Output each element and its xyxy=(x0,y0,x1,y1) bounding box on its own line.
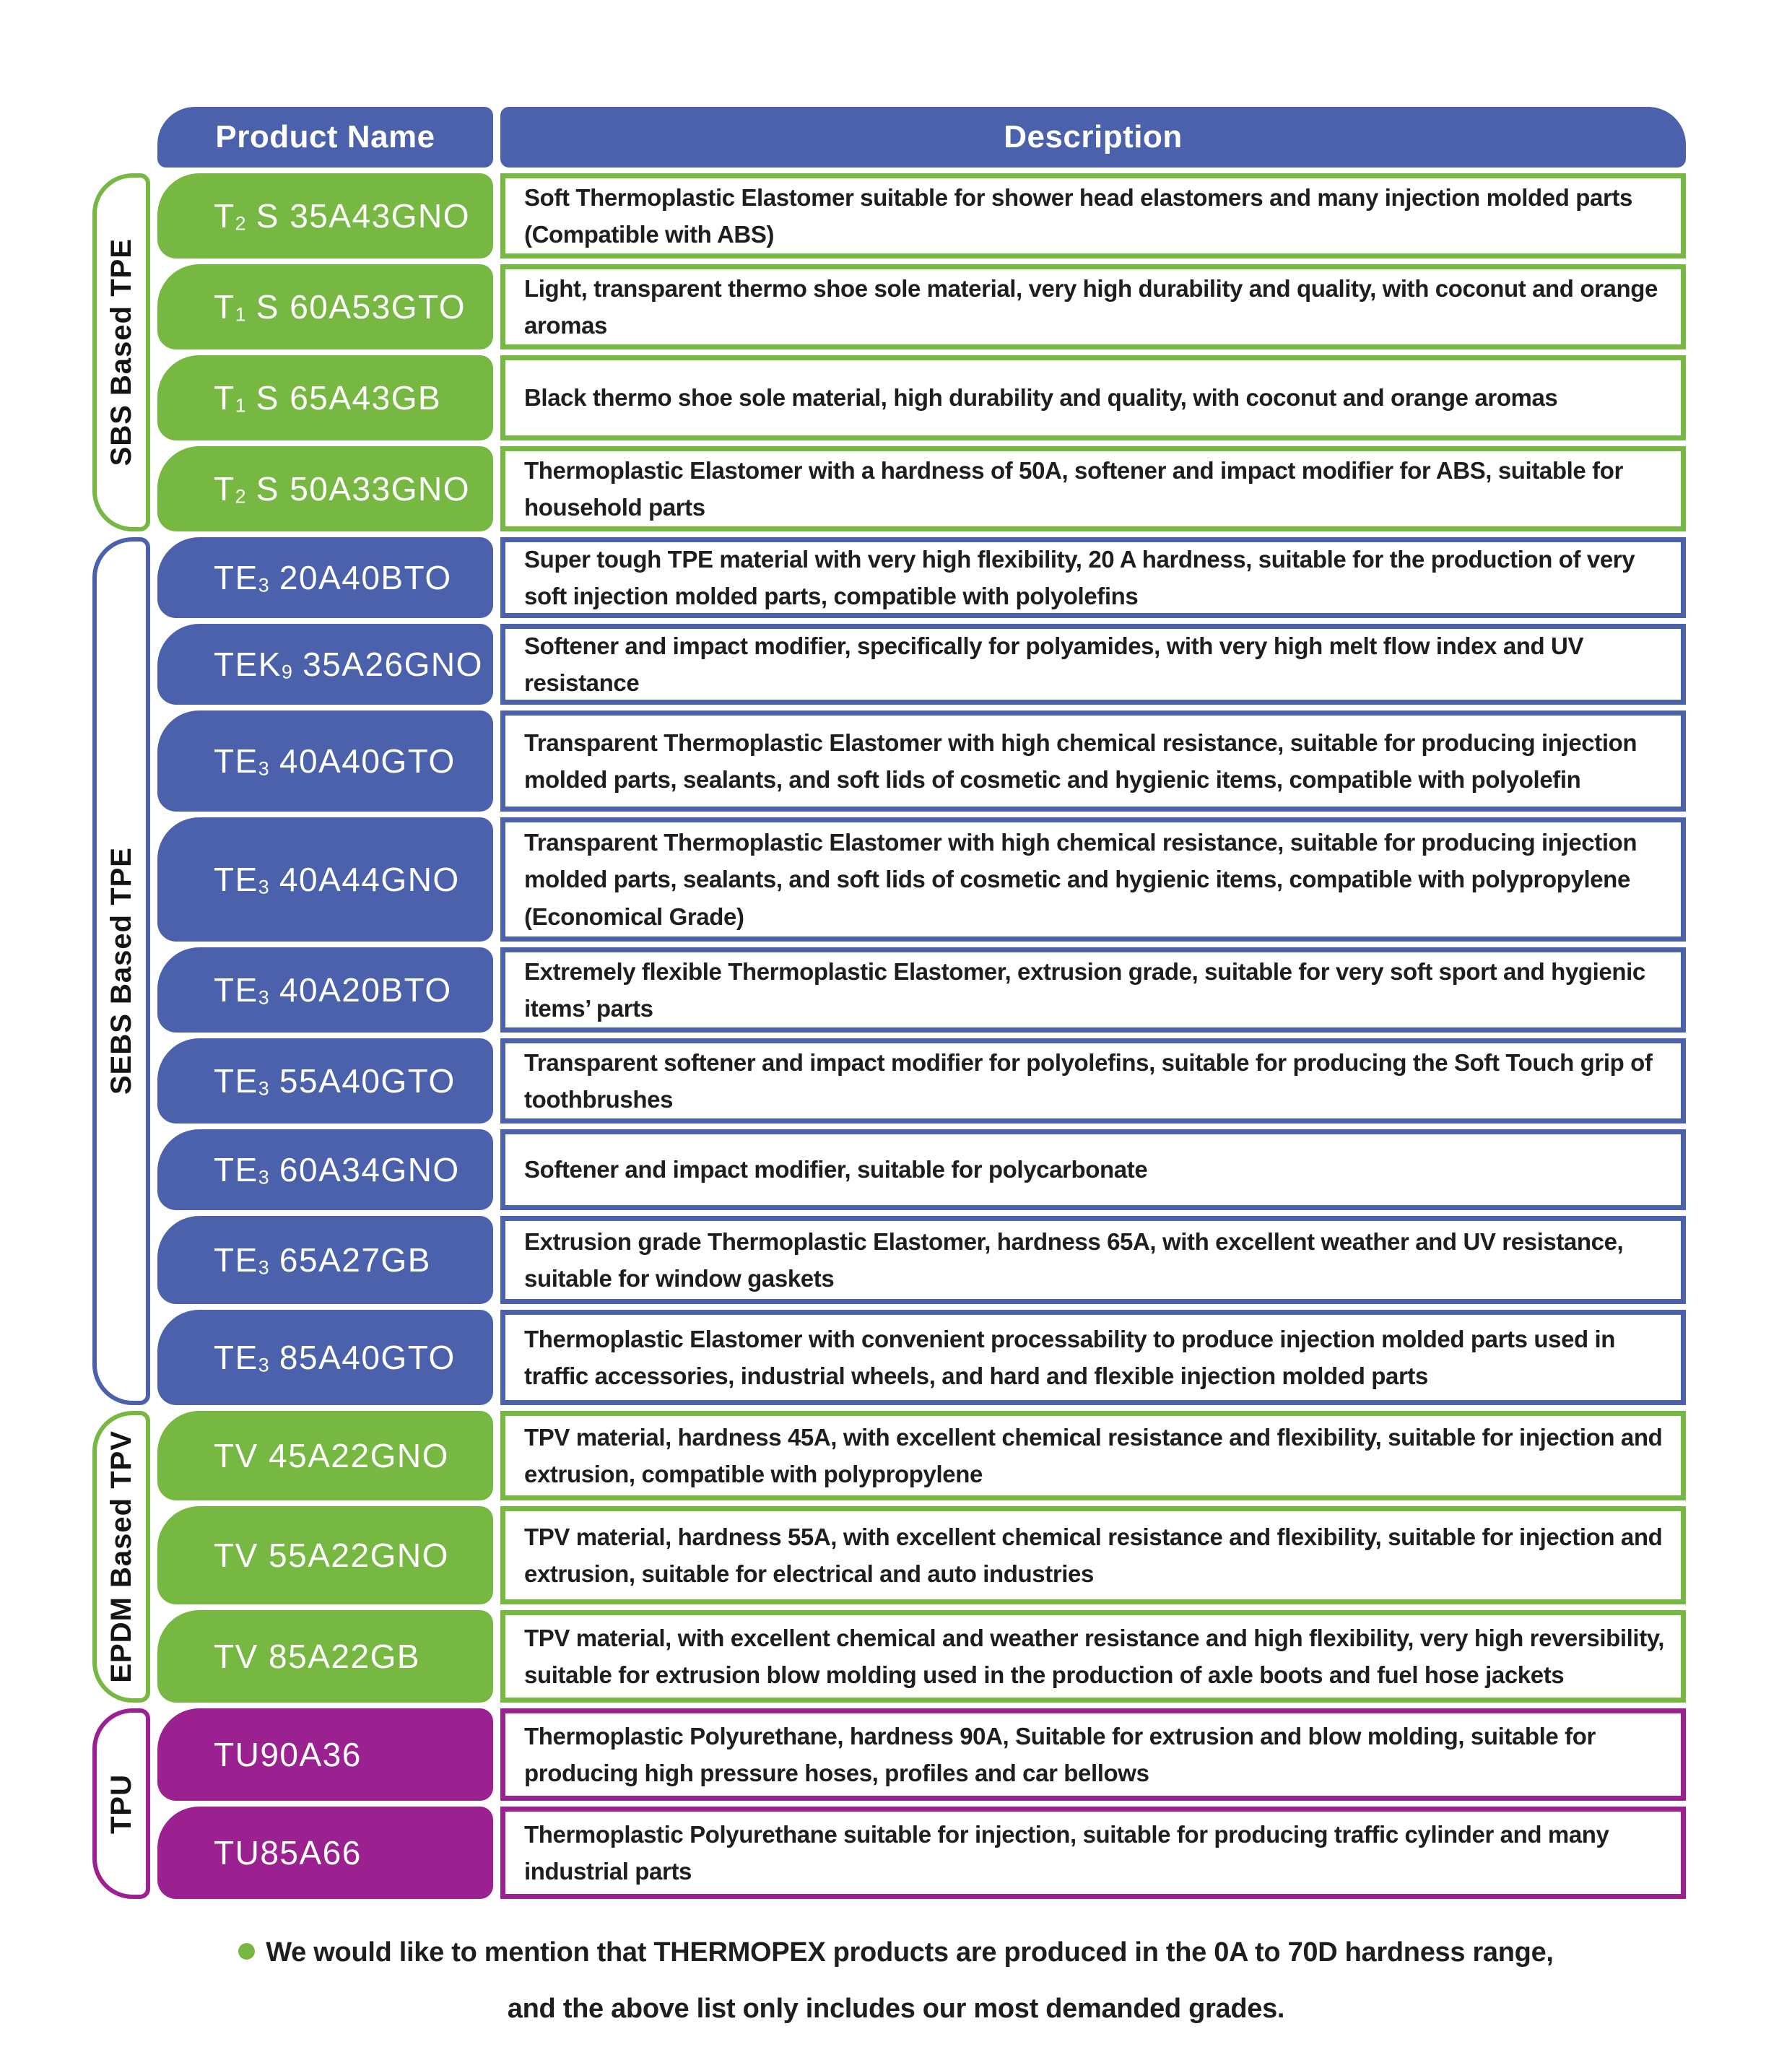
description-text: Extrusion grade Thermoplastic Elastomer, hardness 65A, with excellent weather and UV resistance, suitable for window gaskets xyxy=(524,1227,1624,1292)
description-cell xyxy=(500,710,1686,812)
description-cell xyxy=(500,1129,1686,1210)
description-cell xyxy=(500,1411,1686,1500)
description-cell xyxy=(500,1708,1686,1801)
product-name: T1 S 65A43GB xyxy=(214,379,442,417)
description-cell xyxy=(500,173,1686,258)
description-text: TPV material, hardness 45A, with excellent chemical resistance and flexibility, suitable for injection and extrusion, compatible with polypropylene xyxy=(524,1423,1663,1487)
product-pill xyxy=(157,1610,493,1703)
bullet-dot-icon xyxy=(238,1943,255,1960)
product-name: TE3 40A40GTO xyxy=(214,742,456,780)
description-cell xyxy=(500,624,1686,705)
section-bracket-epdm xyxy=(92,1411,150,1703)
description-cell xyxy=(500,537,1686,618)
product-pill xyxy=(157,1411,493,1500)
description-cell xyxy=(500,947,1686,1033)
footer-line-1-text: We would like to mention that THERMOPEX products are produced in the 0A to 70D hardness range, xyxy=(266,1937,1554,1968)
product-name: TU85A66 xyxy=(214,1834,362,1872)
description-cell xyxy=(500,264,1686,349)
description-text: Super tough TPE material with very high flexibility, 20 A hardness, suitable for the production of very soft injection molded parts, compatible with polyolefins xyxy=(524,545,1635,609)
description-text: Light, transparent thermo shoe sole material, very high durability and quality, with coconut and orange aromas xyxy=(524,274,1658,339)
section-bracket-sebs xyxy=(92,537,150,1405)
footer-line-2 xyxy=(0,1981,1792,2038)
description-text: Black thermo shoe sole material, high durability and quality, with coconut and orange aromas xyxy=(524,384,1558,412)
description-text: Thermoplastic Polyurethane suitable for injection, suitable for producing traffic cylinder and many industrial parts xyxy=(524,1820,1609,1885)
product-name: TV 55A22GNO xyxy=(214,1537,449,1574)
description-text: Thermoplastic Elastomer with convenient processability to produce injection molded parts used in traffic accessories, industrial wheels, and hard and flexible injection molded parts xyxy=(524,1325,1616,1389)
product-pill xyxy=(157,624,493,705)
description-text: Transparent softener and impact modifier for polyolefins, suitable for producing the Soft Touch grip of toothbrushes xyxy=(524,1048,1653,1113)
description-cell xyxy=(500,1216,1686,1304)
product-pill xyxy=(157,947,493,1033)
description-text: Softener and impact modifier, suitable for polycarbonate xyxy=(524,1156,1148,1183)
footer-note xyxy=(0,1925,1792,2038)
product-name: TE3 85A40GTO xyxy=(214,1339,456,1376)
description-cell xyxy=(500,1610,1686,1703)
footer-line-2-text: and the above list only includes our most demanded grades. xyxy=(507,1993,1285,2024)
header-product-name-label: Product Name xyxy=(215,119,435,155)
section-label-sebs: SEBS Based TPE xyxy=(105,847,137,1095)
description-cell xyxy=(500,817,1686,942)
product-name: TE3 20A40BTO xyxy=(214,559,452,596)
description-cell xyxy=(500,1807,1686,1899)
header-description xyxy=(500,107,1686,168)
description-cell xyxy=(500,1506,1686,1604)
description-cell xyxy=(500,1310,1686,1405)
description-cell xyxy=(500,1038,1686,1124)
product-name: TV 45A22GNO xyxy=(214,1437,449,1474)
product-name: T2 S 50A33GNO xyxy=(214,470,470,508)
product-pill xyxy=(157,1807,493,1899)
product-pill xyxy=(157,1708,493,1801)
product-pill xyxy=(157,817,493,942)
section-bracket-sbs xyxy=(92,173,150,531)
product-pill xyxy=(157,1310,493,1405)
product-pill xyxy=(157,1506,493,1604)
description-text: Transparent Thermoplastic Elastomer with high chemical resistance, suitable for producing injection molded parts, sealants, and soft lids of cosmetic and hygienic items, compatible with polyolefin xyxy=(524,729,1637,793)
footer-line-1 xyxy=(0,1925,1792,1981)
header-product-name xyxy=(157,107,493,168)
product-pill xyxy=(157,537,493,618)
product-pill xyxy=(157,264,493,349)
description-text: Transparent Thermoplastic Elastomer with high chemical resistance, suitable for producing injection molded parts, sealants, and soft lids of cosmetic and hygienic items, compatible with polypropylene (Economical Grade) xyxy=(524,829,1637,930)
product-pill xyxy=(157,446,493,531)
product-name: T1 S 60A53GTO xyxy=(214,288,466,326)
product-name: TE3 65A27GB xyxy=(214,1241,431,1279)
description-text: Softener and impact modifier, specifically for polyamides, with very high melt flow index and UV resistance xyxy=(524,632,1584,696)
section-label-sbs: SBS Based TPE xyxy=(105,238,137,466)
description-text: Soft Thermoplastic Elastomer suitable for shower head elastomers and many injection molded parts (Compatible with ABS) xyxy=(524,183,1632,248)
description-cell xyxy=(500,355,1686,440)
description-text: TPV material, hardness 55A, with excellent chemical resistance and flexibility, suitable for injection and extrusion, suitable for electrical and auto industries xyxy=(524,1523,1663,1587)
product-name: TE3 40A44GNO xyxy=(214,861,460,898)
description-text: Thermoplastic Elastomer with a hardness of 50A, softener and impact modifier for ABS, suitable for household parts xyxy=(524,456,1623,521)
product-pill xyxy=(157,1129,493,1210)
header-description-label: Description xyxy=(1004,119,1183,155)
product-name: TV 85A22GB xyxy=(214,1638,421,1675)
product-pill xyxy=(157,173,493,258)
product-pill xyxy=(157,355,493,440)
description-cell xyxy=(500,446,1686,531)
description-text: TPV material, with excellent chemical and weather resistance and high flexibility, very high reversibility, suitable for extrusion blow molding used in the production of axle boots and fuel hose jackets xyxy=(524,1624,1665,1688)
section-bracket-tpu xyxy=(92,1708,150,1899)
product-name: TE3 60A34GNO xyxy=(214,1151,460,1188)
product-name: T2 S 35A43GNO xyxy=(214,197,470,235)
product-name: TE3 55A40GTO xyxy=(214,1062,456,1100)
description-text: Thermoplastic Polyurethane, hardness 90A, Suitable for extrusion and blow molding, suitable for producing high pressure hoses, profiles and car bellows xyxy=(524,1722,1596,1786)
product-pill xyxy=(157,1216,493,1304)
section-label-tpu: TPU xyxy=(105,1773,137,1834)
product-name: TU90A36 xyxy=(214,1736,362,1773)
description-text: Extremely flexible Thermoplastic Elastomer, extrusion grade, suitable for very soft sport and hygienic items’ parts xyxy=(524,957,1645,1022)
product-name: TE3 40A20BTO xyxy=(214,971,452,1009)
section-label-epdm: EPDM Based TPV xyxy=(105,1430,137,1683)
product-pill xyxy=(157,710,493,812)
product-name: TEK9 35A26GNO xyxy=(214,646,483,683)
product-pill xyxy=(157,1038,493,1124)
